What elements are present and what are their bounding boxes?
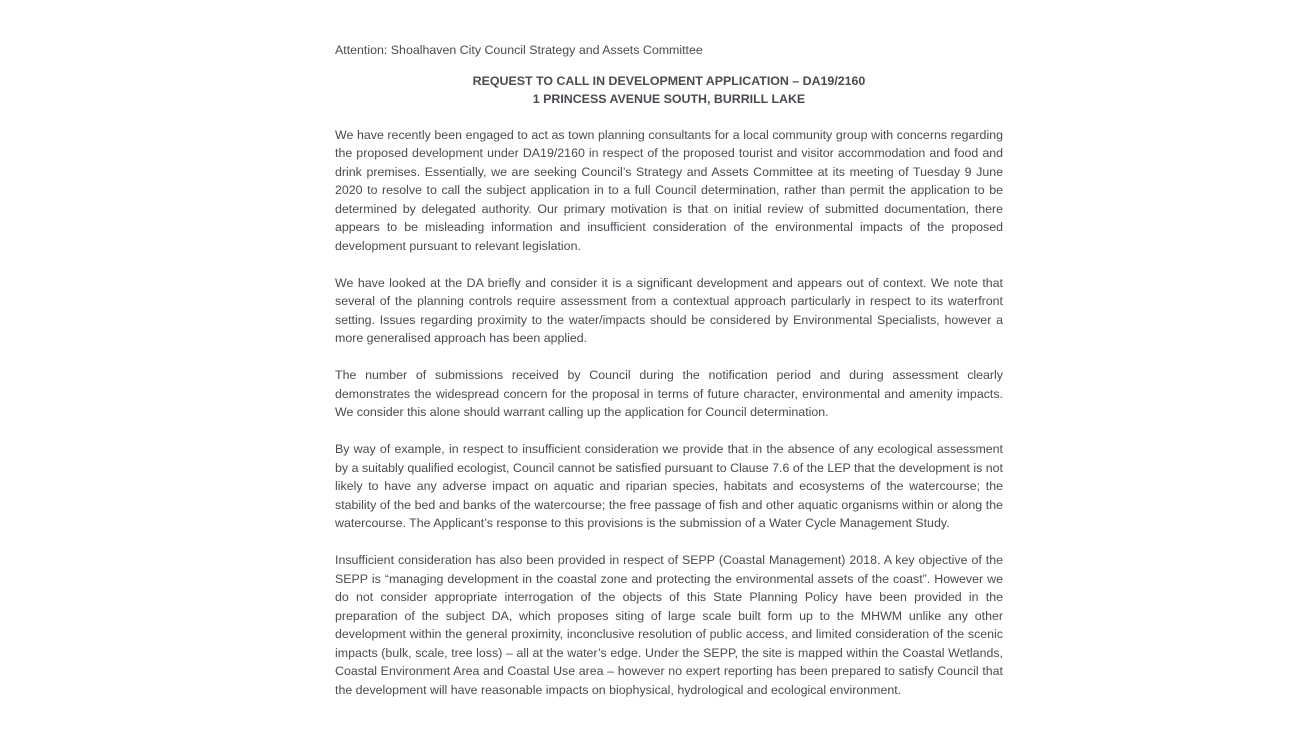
paragraph-context: We have looked at the DA briefly and consider it is a significant development and appears out of context. We note that several of the planning controls require assessment from a contextual approach particularly in respect to its waterfront setting. Issues regarding proximity to the water/impacts should be considered by Environmental Specialists, however a more generalised approach has been applied. <box>335 275 1003 345</box>
title-line-2: 1 PRINCESS AVENUE SOUTH, BURRILL LAKE <box>532 91 806 106</box>
paragraphs <box>335 126 1003 700</box>
paragraph-engagement: We have recently been engaged to act as town planning consultants for a local community group with concerns regarding the proposed development under DA19/2160 in respect of the proposed tourist and visitor accommodation and food and drink premises. Essentially, we are seeking Council’s Strategy and Assets Committee at its meeting of Tuesday 9 June 2020 to resolve to call the subject application in to a full Council determination, rather than permit the application to be determined by delegated authority. Our primary motivation is that on initial review of submitted documentation, there appears to be misleading information and insufficient consideration of the environmental impacts of the proposed development pursuant to relevant legislation. <box>335 127 1003 253</box>
paragraph-sepp: Insufficient consideration has also been provided in respect of SEPP (Coastal Management) 2018. A key objective of the SEPP is “managing development in the coastal zone and protecting the environmental assets of the coast”. However we do not consider appropriate interrogation of the objects of this State Planning Policy have been provided in the preparation of the subject DA, which proposes siting of large scale built form up to the MHWM unlike any other development within the general proximity, inconclusive resolution of public access, and limited consideration of the scenic impacts (bulk, scale, tree loss) – all at the water’s edge. Under the SEPP, the site is mapped within the Coastal Wetlands, Coastal Environment Area and Coastal Use area – however no expert reporting has been prepared to satisfy Council that the development will have reasonable impacts on biophysical, hydrological and ecological environment. <box>335 553 1003 697</box>
attention-line: Attention: Shoalhaven City Council Strategy and Assets Committee <box>335 43 703 57</box>
title-line-1: REQUEST TO CALL IN DEVELOPMENT APPLICATION – DA19/2160 <box>472 73 866 88</box>
paragraph-submissions: The number of submissions received by Council during the notification period and during assessment clearly demonstrates the widespread concern for the proposal in terms of future character, environmental and amenity impacts. We consider this alone should warrant calling up the application for Council determination. <box>335 368 1003 419</box>
letter-body <box>335 41 1003 699</box>
paragraph-ecology: By way of example, in respect to insufficient consideration we provide that in the absence of any ecological assessment by a suitably qualified ecologist, Council cannot be satisfied pursuant to Clause 7.6 of the LEP that the development is not likely to have any adverse impact on aquatic and riparian species, habitats and ecosystems of the watercourse; the stability of the bed and banks of the watercourse; the free passage of fish and other aquatic organisms within or along the watercourse. The Applicant’s response to this provisions is the submission of a Water Cycle Management Study. <box>335 442 1003 530</box>
letter-title <box>335 72 1003 108</box>
